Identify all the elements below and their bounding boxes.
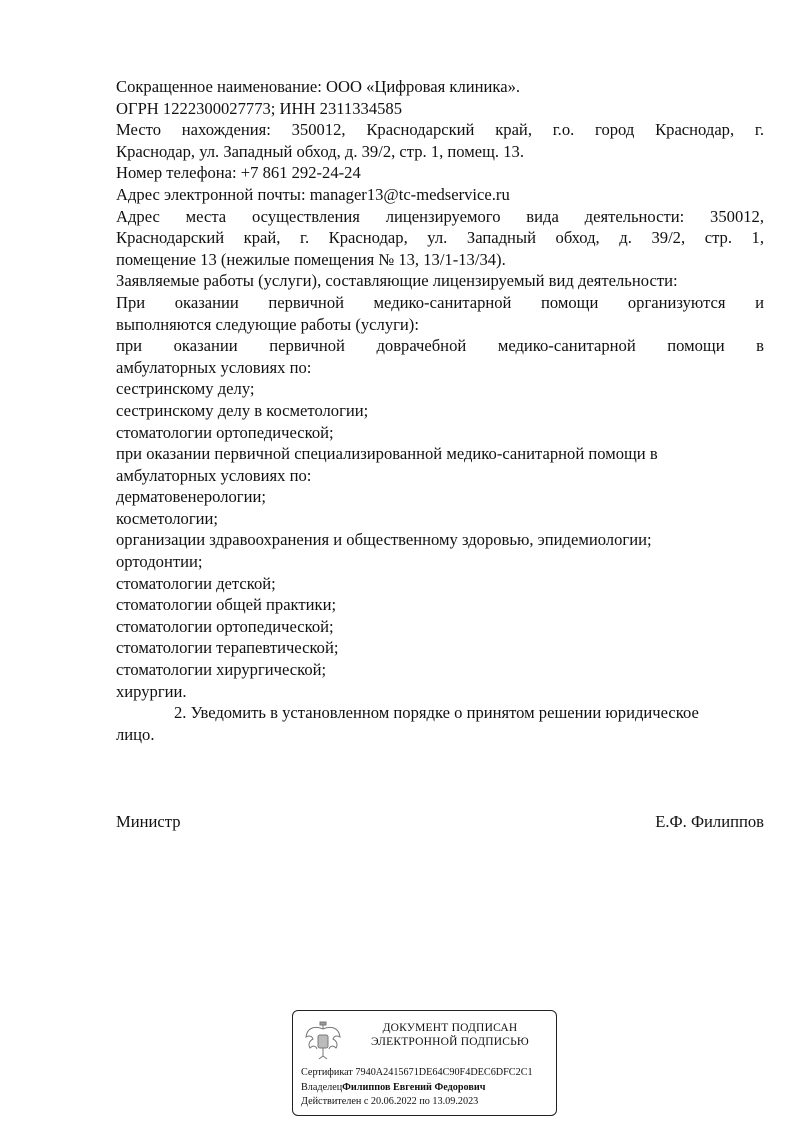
document-body <box>116 76 764 745</box>
short-name: Сокращенное наименование: ООО «Цифровая клиника». <box>116 77 521 96</box>
list-item: стоматологии терапевтической; <box>116 638 339 658</box>
signature-row <box>116 812 764 832</box>
list-item: стоматологии ортопедической; <box>116 422 334 442</box>
certificate-number: 7940A2415671DE64C90F4DEC6DFC2C1 <box>355 1067 533 1078</box>
list-item: сестринскому делу в косметологии; <box>116 400 369 420</box>
list-item: косметологии; <box>116 508 219 528</box>
phone: Номер телефона: +7 861 292-24-24 <box>116 163 361 183</box>
activity-address-2: Краснодарский край, г. Краснодар, ул. Западный обход, д. 39/2, стр. 1, <box>116 228 764 248</box>
russian-coat-of-arms-icon <box>303 1017 343 1063</box>
list-item: стоматологии детской; <box>116 573 276 593</box>
prehospital-1: при оказании первичной доврачебной медико-санитарной помощи в <box>116 336 764 356</box>
primary-care-2: выполняются следующие работы (услуги): <box>116 314 419 334</box>
notify-1: 2. Уведомить в установленном порядке о принятом решении юридическое <box>174 703 699 723</box>
list-item: ортодонтии; <box>116 552 203 572</box>
specialized-2: амбулаторных условиях по: <box>116 465 312 485</box>
owner-name: Филиппов Евгений Федорович <box>342 1081 486 1093</box>
list-item: сестринскому делу; <box>116 379 255 399</box>
specialized-1: при оказании первичной специализированной медико-санитарной помощи в <box>116 444 658 464</box>
list-item: стоматологии ортопедической; <box>116 616 334 636</box>
email: Адрес электронной почты: manager13@tc-medservice.ru <box>116 184 510 204</box>
signer-name: Е.Ф. Филиппов <box>655 812 764 831</box>
stamp-details <box>301 1066 533 1110</box>
primary-care-1: При оказании первичной медико-санитарной помощи организуются и <box>116 292 764 312</box>
validity-row: Действителен с 20.06.2022 по 13.09.2023 <box>301 1096 479 1107</box>
owner-row: ВладелецФилиппов Евгений Федорович <box>301 1081 486 1093</box>
list-item: организации здравоохранения и общественному здоровью, эпидемиологии; <box>116 530 652 550</box>
location-line-1: Место нахождения: 350012, Краснодарский край, г.о. город Краснодар, г. <box>116 120 764 140</box>
list-item: хирургии. <box>116 681 187 701</box>
signer-position: Министр <box>116 812 181 831</box>
activity-address-1: Адрес места осуществления лицензируемого вида деятельности: 350012, <box>116 206 764 226</box>
stamp-title: ДОКУМЕНТ ПОДПИСАН ЭЛЕКТРОННОЙ ПОДПИСЬЮ <box>371 1022 529 1048</box>
notify-2: лицо. <box>116 724 155 744</box>
certificate-row: Сертификат 7940A2415671DE64C90F4DEC6DFC2C1 <box>301 1067 533 1078</box>
ogrn-inn: ОГРН 1222300027773; ИНН 2311334585 <box>116 98 403 118</box>
prehospital-2: амбулаторных условиях по: <box>116 357 312 377</box>
activity-address-3: помещение 13 (нежилые помещения № 13, 13/1-13/34). <box>116 249 506 269</box>
list-item: стоматологии хирургической; <box>116 660 327 680</box>
location-line-2: Краснодар, ул. Западный обход, д. 39/2, стр. 1, помещ. 13. <box>116 141 524 161</box>
list-item: дерматовенерологии; <box>116 487 266 507</box>
list-item: стоматологии общей практики; <box>116 595 337 615</box>
electronic-signature-stamp <box>292 1010 557 1116</box>
declared-works: Заявляемые работы (услуги), составляющие лицензируемый вид деятельности: <box>116 271 678 291</box>
